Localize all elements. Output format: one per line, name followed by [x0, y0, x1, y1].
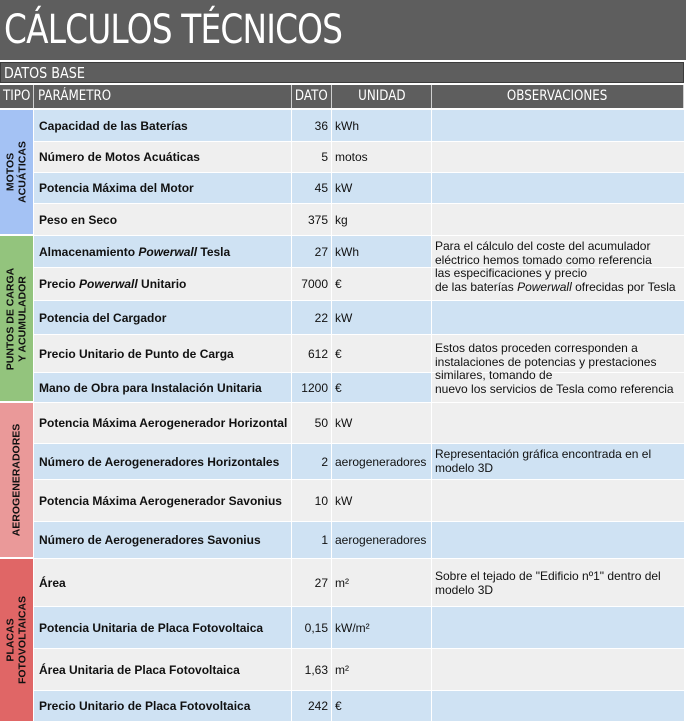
obs-cell — [432, 110, 684, 142]
obs-powerwall: Para el cálculo del coste del acumulador eléctrico hemos tomado como referencia las especificaciones y precio de las baterías Powerwall ofrecidas por Tesla — [435, 239, 676, 294]
unidad-cell: kWh — [332, 110, 432, 142]
unidad-cell: € — [332, 335, 432, 373]
unidad-cell: € — [332, 373, 432, 403]
obs-cell — [432, 522, 684, 559]
obs-cell — [432, 301, 684, 335]
title-bar — [0, 0, 686, 60]
param-cell: Área — [34, 559, 292, 607]
dato-cell: 242 — [292, 691, 332, 722]
table-row — [34, 607, 684, 649]
obs-cell — [432, 649, 684, 691]
dato-cell: 36 — [292, 110, 332, 142]
unidad-cell: kW — [332, 301, 432, 335]
unidad-cell: kW/m² — [332, 607, 432, 649]
table-row — [34, 142, 684, 173]
param-cell: Área Unitaria de Placa Fotovoltaica — [34, 649, 292, 691]
table-row — [34, 204, 684, 236]
dato-cell: 10 — [292, 480, 332, 522]
table-row — [34, 691, 684, 722]
unidad-cell: m² — [332, 559, 432, 607]
obs-cell — [432, 173, 684, 204]
dato-cell: 50 — [292, 403, 332, 444]
param-cell: Número de Aerogeneradores Savonius — [34, 522, 292, 559]
param-cell: Potencia Máxima Aerogenerador Horizontal — [34, 403, 292, 444]
header-unidad: UNIDAD — [332, 85, 432, 108]
page-title: CÁLCULOS TÉCNICOS — [4, 7, 343, 53]
dato-cell: 45 — [292, 173, 332, 204]
dato-cell: 27 — [292, 559, 332, 607]
param-cell: Precio Powerwall Unitario — [34, 268, 292, 301]
dato-cell: 5 — [292, 142, 332, 173]
unidad-cell: m² — [332, 649, 432, 691]
table-row — [34, 649, 684, 691]
obs-cell — [432, 691, 684, 722]
type-aerogeneradores — [0, 403, 33, 558]
unidad-cell: motos — [332, 142, 432, 173]
dato-cell: 0,15 — [292, 607, 332, 649]
obs-cell — [432, 142, 684, 173]
param-cell: Peso en Seco — [34, 204, 292, 236]
header-observaciones: OBSERVACIONES — [432, 85, 684, 108]
type-label-puntos-carga: PUNTOS DE CARGA Y ACUMULADOR — [4, 267, 28, 370]
param-cell: Mano de Obra para Instalación Unitaria — [34, 373, 292, 403]
param-cell: Precio Unitario de Placa Fotovoltaica — [34, 691, 292, 722]
table-row — [34, 110, 684, 142]
unidad-cell: aerogeneradores — [332, 444, 432, 480]
type-label-placas: PLACAS FOTOVOLTAICAS — [4, 595, 28, 685]
dato-cell: 1,63 — [292, 649, 332, 691]
param-cell: Potencia Unitaria de Placa Fotovoltaica — [34, 607, 292, 649]
header-parametro: PARÁMETRO — [34, 85, 292, 108]
type-placas — [0, 559, 33, 722]
unidad-cell: € — [332, 268, 432, 301]
unidad-cell: kW — [332, 173, 432, 204]
obs-cell — [432, 607, 684, 649]
dato-cell: 7000 — [292, 268, 332, 301]
param-cell: Potencia del Cargador — [34, 301, 292, 335]
param-cell: Potencia Máxima del Motor — [34, 173, 292, 204]
obs-punto-carga: Estos datos proceden corresponden a instalaciones de potencias y prestaciones similares, tomando de nuevo los servicios de Tesla como referencia — [435, 341, 674, 396]
obs-cell — [432, 480, 684, 522]
table-row — [34, 301, 684, 335]
dato-cell: 27 — [292, 236, 332, 268]
table-row — [34, 403, 684, 444]
obs-cell — [432, 403, 684, 444]
unidad-cell: kW — [332, 403, 432, 444]
dato-cell: 375 — [292, 204, 332, 236]
dato-cell: 2 — [292, 444, 332, 480]
table-row — [34, 173, 684, 204]
section-bar — [0, 62, 684, 83]
type-label-aerogeneradores: AEROGENERADORES — [9, 423, 22, 537]
dato-cell: 1 — [292, 522, 332, 559]
param-cell: Capacidad de las Baterías — [34, 110, 292, 142]
unidad-cell: kWh — [332, 236, 432, 268]
dato-cell: 1200 — [292, 373, 332, 403]
param-cell: Almacenamiento Powerwall Tesla — [34, 236, 292, 268]
type-motos — [0, 110, 33, 235]
param-cell: Potencia Máxima Aerogenerador Savonius — [34, 480, 292, 522]
unidad-cell: aerogeneradores — [332, 522, 432, 559]
obs-aerogeneradores: Representación gráfica encontrada en el modelo 3D — [435, 447, 652, 475]
section-title: DATOS BASE — [4, 64, 85, 82]
obs-cell — [432, 204, 684, 236]
param-cell: Precio Unitario de Punto de Carga — [34, 335, 292, 373]
param-cell: Número de Aerogeneradores Horizontales — [34, 444, 292, 480]
unidad-cell: kg — [332, 204, 432, 236]
type-label-motos: MOTOS ACUÁTICAS — [4, 141, 28, 203]
param-cell: Número de Motos Acuáticas — [34, 142, 292, 173]
header-dato: DATO — [292, 85, 332, 108]
header-tipo: TIPO — [0, 85, 34, 108]
table-row — [34, 480, 684, 522]
table-row — [34, 522, 684, 559]
dato-cell: 22 — [292, 301, 332, 335]
unidad-cell: kW — [332, 480, 432, 522]
dato-cell: 612 — [292, 335, 332, 373]
unidad-cell: € — [332, 691, 432, 722]
obs-placas: Sobre el tejado de "Edificio nº1" dentro del modelo 3D — [435, 569, 661, 597]
type-puntos-carga — [0, 236, 33, 402]
